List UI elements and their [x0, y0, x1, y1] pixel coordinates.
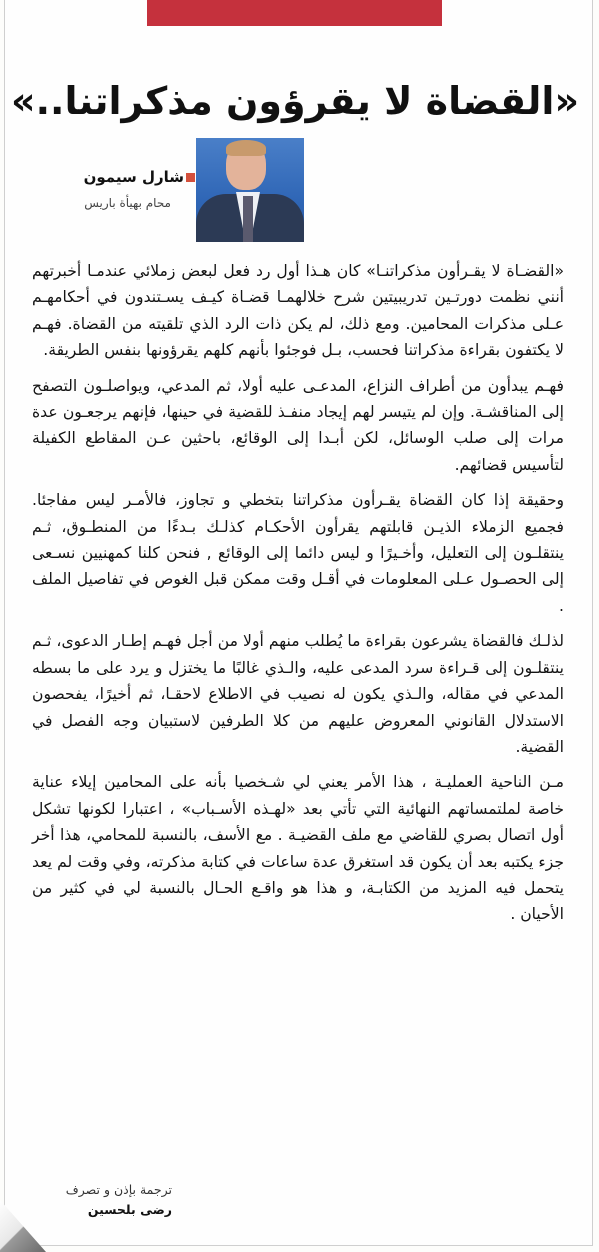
article-paragraph: «القضـاة لا يقـرأون مذكراتنـا» كان هـذا أول رد فعل لبعض زملائي عندمـا أخبرتهم أنني نظمت دورتـين تدريبيتين شرح خلالهمـا قضـاة كيـف يسـتندون في أحكامهـم عـلى مذكرات المحامين. ومع ذلك، لم يكن ذات الرد الذي تلقيته من القضاة. فهـم لا يكتفون بقراءة مذكراتنا فحسب، بـل فوجئوا بأنهم كلهم يقرؤونها بنفس الطريقة.	[32, 262, 564, 360]
article-headline: «القضاة لا يقرؤون مذكراتنا..»	[11, 79, 579, 123]
article-body	[32, 258, 564, 937]
author-name: شارل سيمون	[83, 168, 184, 186]
author-role: محام بهيأة باريس	[84, 196, 171, 210]
translator-name: رضى بلحسين	[87, 1202, 172, 1217]
top-color-bar	[147, 0, 442, 26]
author-photo	[196, 138, 304, 242]
article-paragraph: لذلـك فالقضاة يشرعون بقراءة ما يُطلب منهم أولا من أجل فهـم إطـار الدعوى، ثـم ينتقلـون إلى قـراءة سرد المدعى عليه، والـذي غالبًا ما يختزل و يرد على ما بسطه المدعي في مقاله، والـذي يكون له نصيب في الاطلاع لاحقـا، ثم أخيرًا، يفحصون الاستدلال القانوني المعروض عليهم من كلا الطرفين لاستبيان وجه الفصل في القضية.	[32, 632, 564, 756]
credit-label: ترجمة بإذن و تصرف	[65, 1182, 172, 1197]
author-marker-icon	[186, 173, 195, 182]
author-byline	[0, 138, 599, 246]
article-paragraph: فهـم يبدأون من أطراف النزاع، المدعـى عليه أولا، ثم المدعي، ويواصلـون التصفح إلى المناقشـة. وإن لم يتيسر لهم إيجاد منفـذ للقضية في حينها، فإنهم يرجعـون عدة مرات إلى صلب الوسائل، لكن أبـدا إلى الوقائع، باحثين عـن المقاطع الكفيلة لتأسيس قضائهم.	[32, 376, 564, 474]
article-paragraph: مـن الناحية العمليـة ، هذا الأمر يعني لي شـخصيا بأنه على المحامين إيلاء عناية خاصة لملتمساتهم النهائية التي تأتي بعد «لهـذه الأسـباب» ، اعتبارا لكونها تشكل أول اتصال بصري للقاضي مع ملف القضيـة . مع الأسف، بالنسبة للمحامي، هذا أخر جزء يكتبه بعد أن يكون قد استغرق عدة ساعات في كتابة مذكرته، وفي وقت لم يعد يتحمل فيه المزيد من الكتابـة، و هذا هو واقـع الحـال بالنسبة لي في كثير من الأحيان .	[32, 773, 564, 924]
article-paragraph: وحقيقة إذا كان القضاة يقـرأون مذكراتنا بتخطي و تجاوز، فالأمـر ليس مفاجئا. فجميع الزملاء الذيـن قابلتهم يقرأون الأحكـام كذلـك بـدءًا من المنطـوق، ثـم ينتقلـون إلى التعليل، وأخـيرًا و ليس دائما إلى الوقائع , فنحن كلنا كمهنيين نسـعى إلى الحصـول عـلى المعلومات في أقـل وقت ممكن قبل الغوص في تفاصيل الملف .	[32, 491, 564, 615]
translation-credit	[52, 1180, 172, 1220]
